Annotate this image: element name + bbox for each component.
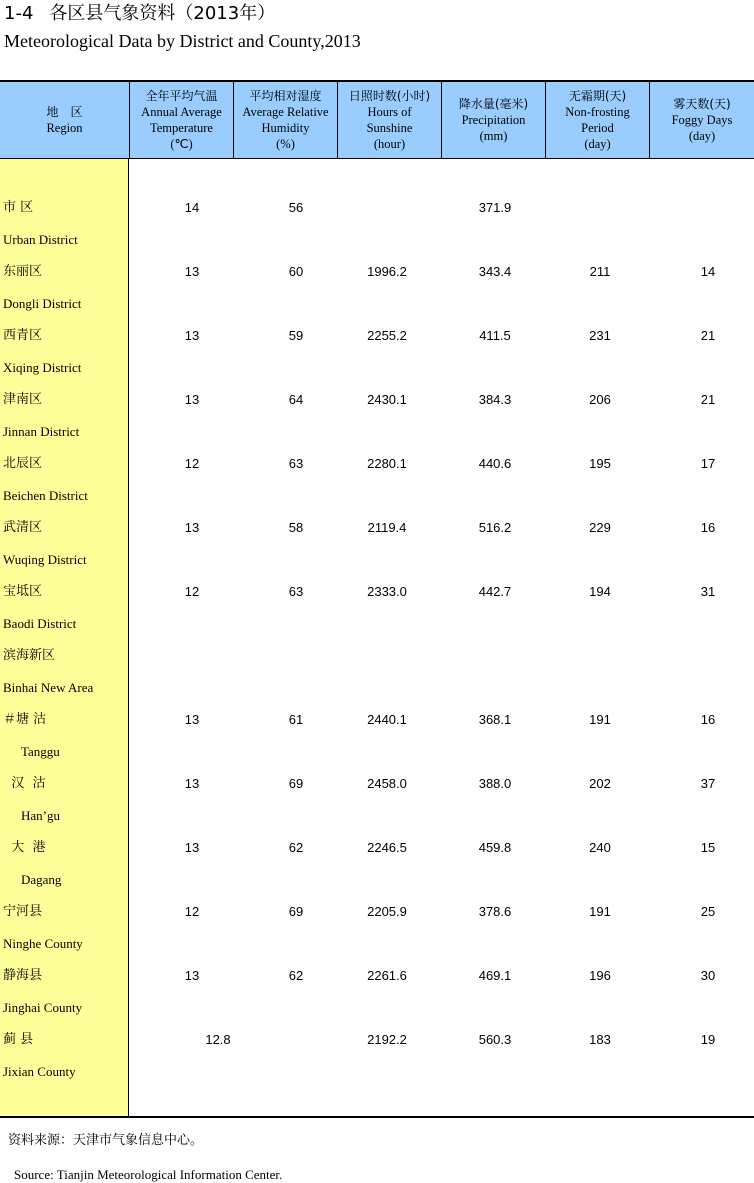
cell-foggy-days: 16 [700, 712, 716, 727]
cell-foggy-days: 30 [700, 968, 716, 983]
header-region-cn: 地 区 [46, 105, 83, 119]
cell-non-frosting: 191 [589, 904, 611, 919]
cell-humidity: 69 [288, 904, 304, 919]
cell-foggy-days: 15 [700, 840, 716, 855]
table-row [0, 647, 754, 711]
source-note-en: Source: Tianjin Meteorological Information Center. [14, 1167, 283, 1182]
cell-precipitation: 388.0 [478, 776, 512, 791]
region-name-cn: 滨海新区 [3, 648, 56, 663]
region-name-cn: ＃塘 沽 [3, 712, 47, 727]
page-title-en: Meteorological Data by District and County,2013 [4, 31, 361, 51]
cell-foggy-days: 14 [700, 264, 716, 279]
cell-non-frosting: 195 [589, 456, 611, 471]
region-name-cn: 津南区 [3, 392, 43, 407]
cell-foggy-days: 31 [700, 584, 716, 599]
header-temperature-en-2: Temperature [150, 121, 213, 135]
table-row [0, 199, 754, 263]
region-name-cn: 静海县 [3, 968, 43, 983]
cell-foggy-days: 21 [700, 392, 716, 407]
cell-precipitation: 560.3 [478, 1032, 512, 1047]
cell-precipitation: 440.6 [478, 456, 512, 471]
cell-precipitation: 411.5 [479, 328, 511, 343]
cell-foggy-days: 16 [700, 520, 716, 535]
table-row [0, 519, 754, 583]
cell-temperature: 13 [184, 392, 200, 407]
cell-non-frosting: 191 [589, 712, 611, 727]
page-title-cn [4, 3, 275, 25]
cell-non-frosting: 240 [589, 840, 611, 855]
cell-sunshine: 2192.2 [367, 1032, 407, 1047]
cell-temperature: 13 [184, 776, 200, 791]
cell-precipitation: 442.7 [478, 584, 512, 599]
header-humidity-unit: (%) [276, 137, 295, 151]
cell-non-frosting: 183 [589, 1032, 611, 1047]
cell-precipitation: 384.3 [478, 392, 512, 407]
table-header [0, 82, 754, 159]
cell-temperature: 13 [184, 968, 200, 983]
cell-humidity: 59 [288, 328, 304, 343]
cell-foggy-days: 21 [700, 328, 716, 343]
table-bottom-rule [0, 1116, 754, 1118]
cell-humidity: 62 [288, 968, 304, 983]
region-name-en: Ninghe County [3, 936, 83, 951]
cell-humidity: 69 [288, 776, 304, 791]
table-row [0, 263, 754, 327]
header-sunshine-cn: 日照时数(小时) [348, 89, 431, 103]
region-name-en: Jixian County [3, 1064, 76, 1079]
region-name-en: Dongli District [3, 296, 82, 311]
region-name-en: Urban District [3, 232, 78, 247]
header-precipitation-cn: 降水量(毫米) [458, 97, 529, 111]
region-name-cn: 宁河县 [3, 904, 43, 919]
cell-precipitation: 371.9 [478, 200, 512, 215]
region-name-cn: 西青区 [3, 328, 43, 343]
region-name-cn: 北辰区 [3, 456, 43, 471]
region-name-cn: 蓟 县 [3, 1032, 34, 1047]
table-row [0, 775, 754, 839]
region-name-cn: 东丽区 [3, 264, 43, 279]
cell-non-frosting: 231 [589, 328, 611, 343]
region-name-en: Wuqing District [3, 552, 87, 567]
region-name-en: Dagang [21, 872, 62, 887]
header-foggy-days-unit: (day) [688, 129, 716, 143]
table-row [0, 711, 754, 775]
cell-humidity: 62 [288, 840, 304, 855]
header-non-frosting-cn: 无霜期(天) [568, 89, 627, 103]
header-temperature-unit: (℃) [170, 137, 193, 151]
cell-sunshine: 2440.1 [367, 712, 407, 727]
region-name-cn: 宝坻区 [3, 584, 43, 599]
cell-non-frosting: 202 [589, 776, 611, 791]
cell-precipitation: 343.4 [478, 264, 512, 279]
cell-sunshine: 2430.1 [367, 392, 407, 407]
header-region-en: Region [46, 121, 83, 135]
cell-sunshine: 2119.4 [367, 520, 407, 535]
header-precipitation [442, 82, 546, 158]
cell-sunshine: 2333.0 [367, 584, 407, 599]
cell-temperature: 13 [184, 264, 200, 279]
header-non-frosting [546, 82, 650, 158]
region-name-en: Beichen District [3, 488, 88, 503]
region-name-cn: 汉 沽 [3, 776, 46, 791]
cell-humidity: 63 [288, 456, 304, 471]
table-row [0, 903, 754, 967]
header-humidity-en-1: Average Relative [242, 105, 329, 119]
cell-temperature: 12.8 [205, 1032, 231, 1047]
cell-precipitation: 378.6 [478, 904, 512, 919]
cell-temperature: 14 [184, 200, 200, 215]
cell-sunshine: 2255.2 [367, 328, 407, 343]
header-temperature-en-1: Annual Average [141, 105, 222, 119]
table-row [0, 583, 754, 647]
cell-humidity: 61 [288, 712, 304, 727]
header-precipitation-en: Precipitation [461, 113, 526, 127]
table-row [0, 327, 754, 391]
cell-non-frosting: 229 [589, 520, 611, 535]
cell-precipitation: 368.1 [478, 712, 512, 727]
cell-temperature: 13 [184, 712, 200, 727]
region-name-en: Binhai New Area [3, 680, 94, 695]
cell-sunshine: 1996.2 [367, 264, 407, 279]
header-sunshine-unit: (hour) [373, 137, 406, 151]
table-row [0, 391, 754, 455]
header-non-frosting-en-1: Non-frosting [565, 105, 630, 119]
cell-humidity: 56 [288, 200, 304, 215]
table-row [0, 839, 754, 903]
cell-humidity: 63 [288, 584, 304, 599]
header-sunshine-en-2: Sunshine [366, 121, 413, 135]
header-humidity-cn: 平均相对湿度 [249, 89, 322, 103]
region-name-cn: 武清区 [3, 520, 43, 535]
header-sunshine-en-1: Hours of [367, 105, 412, 119]
cell-precipitation: 469.1 [478, 968, 512, 983]
cell-temperature: 12 [184, 584, 200, 599]
cell-sunshine: 2458.0 [367, 776, 407, 791]
region-name-cn: 大 港 [3, 840, 46, 855]
table-row [0, 967, 754, 1031]
cell-foggy-days: 17 [700, 456, 716, 471]
header-temperature-cn: 全年平均气温 [145, 89, 218, 103]
header-humidity [234, 82, 338, 158]
cell-foggy-days: 37 [700, 776, 716, 791]
table-number: 1-4 [4, 3, 34, 24]
table-row [0, 455, 754, 519]
title-cn-text: 各区县气象资料（2013年） [49, 3, 276, 24]
header-foggy-days-en: Foggy Days [671, 113, 733, 127]
cell-sunshine: 2280.1 [367, 456, 407, 471]
header-non-frosting-en-2: Period [581, 121, 614, 135]
cell-temperature: 13 [184, 520, 200, 535]
cell-foggy-days: 19 [700, 1032, 716, 1047]
cell-temperature: 13 [184, 328, 200, 343]
cell-foggy-days: 25 [700, 904, 716, 919]
cell-non-frosting: 194 [589, 584, 611, 599]
region-name-en: Baodi District [3, 616, 77, 631]
region-name-en: Xiqing District [3, 360, 82, 375]
cell-precipitation: 516.2 [478, 520, 512, 535]
table-row [0, 1031, 754, 1095]
source-note-cn: 资料来源：天津市气象信息中心。 [8, 1133, 204, 1148]
header-temperature [130, 82, 234, 158]
cell-sunshine: 2205.9 [367, 904, 407, 919]
cell-sunshine: 2246.5 [367, 840, 407, 855]
cell-non-frosting: 196 [589, 968, 611, 983]
cell-sunshine: 2261.6 [367, 968, 407, 983]
header-humidity-en-2: Humidity [261, 121, 310, 135]
cell-temperature: 12 [184, 904, 200, 919]
cell-precipitation: 459.8 [478, 840, 512, 855]
cell-humidity: 64 [288, 392, 304, 407]
header-sunshine [338, 82, 442, 158]
header-precipitation-unit: (mm) [479, 129, 508, 143]
region-name-en: Jinnan District [3, 424, 80, 439]
region-name-cn: 市 区 [3, 200, 34, 215]
cell-non-frosting: 206 [589, 392, 611, 407]
region-name-en: Han’gu [21, 808, 60, 823]
region-name-en: Tanggu [21, 744, 60, 759]
header-foggy-days-cn: 雾天数(天) [673, 97, 731, 111]
cell-humidity: 58 [288, 520, 304, 535]
header-foggy-days [650, 82, 754, 158]
cell-humidity: 60 [288, 264, 304, 279]
cell-non-frosting: 211 [589, 264, 611, 279]
header-region [0, 82, 130, 158]
cell-temperature: 13 [184, 840, 200, 855]
header-non-frosting-unit: (day) [584, 137, 611, 151]
region-name-en: Jinghai County [3, 1000, 83, 1015]
cell-temperature: 12 [184, 456, 200, 471]
